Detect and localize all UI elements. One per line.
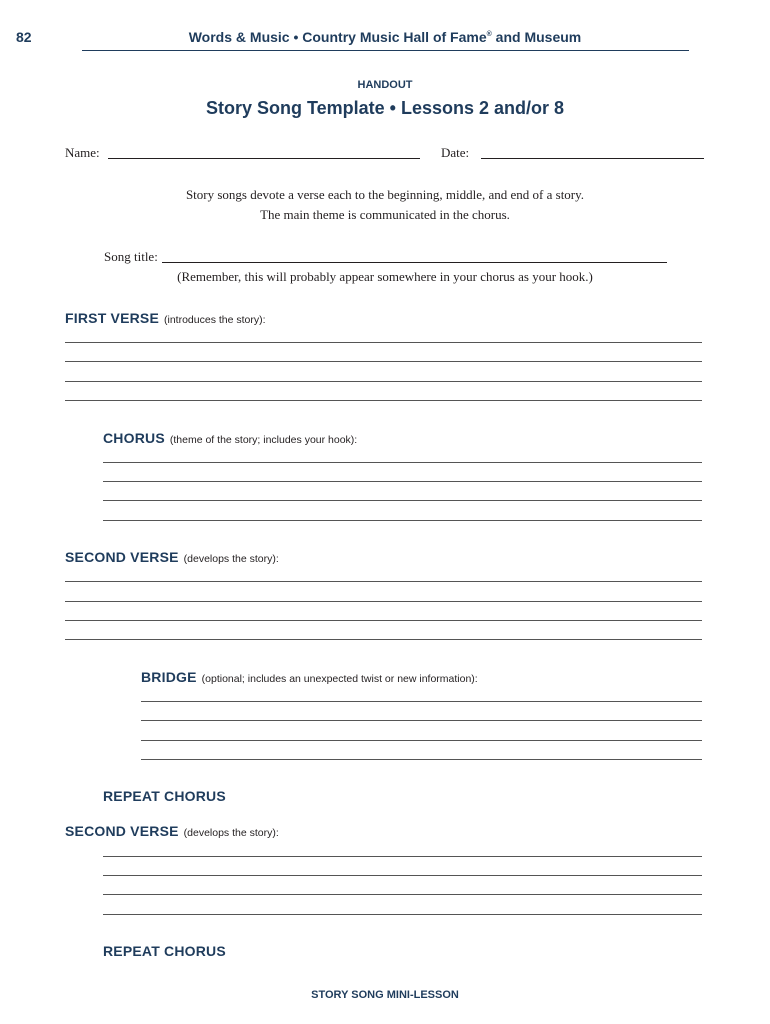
final-repeat-chorus-heading: REPEAT CHORUS — [103, 943, 226, 959]
header-rule — [82, 50, 689, 51]
chorus-line-2[interactable] — [103, 481, 702, 482]
bridge-line-2[interactable] — [141, 720, 702, 721]
first-verse-title: FIRST VERSE — [65, 310, 159, 326]
bridge-line-1[interactable] — [141, 701, 702, 702]
third-verse-title: SECOND VERSE — [65, 823, 179, 839]
second-verse-line-2[interactable] — [65, 601, 702, 602]
bridge-title: BRIDGE — [141, 669, 197, 685]
first-verse-line-1[interactable] — [65, 342, 702, 343]
first-verse-line-2[interactable] — [65, 361, 702, 362]
second-verse-line-1[interactable] — [65, 581, 702, 582]
handout-label: HANDOUT — [357, 79, 413, 91]
name-field[interactable] — [108, 158, 420, 159]
song-title-note: (Remember, this will probably appear somewhere in your chorus as your hook.) — [177, 269, 593, 284]
running-header-title: Words & Music • Country Music Hall of Fame — [188, 29, 487, 45]
chorus-desc: (theme of the story; includes your hook): — [169, 434, 358, 446]
third-verse-line-3[interactable] — [103, 894, 702, 895]
third-verse-desc: (develops the story): — [183, 827, 279, 839]
second-verse-heading — [65, 549, 279, 565]
page-title: Story Song Template • Lessons 2 and/or 8 — [205, 98, 565, 118]
page-footer: STORY SONG MINI-LESSON — [311, 989, 459, 1001]
chorus-heading — [103, 430, 357, 446]
running-header — [0, 29, 770, 45]
registered-mark: ® — [486, 31, 492, 38]
song-title-label: Song title: — [104, 249, 158, 264]
second-verse-title: SECOND VERSE — [65, 549, 179, 565]
second-verse-desc: (develops the story): — [183, 553, 279, 565]
chorus-line-3[interactable] — [103, 500, 702, 501]
intro-line-2: The main theme is communicated in the chorus. — [260, 207, 510, 222]
second-verse-line-3[interactable] — [65, 620, 702, 621]
name-label: Name: — [65, 145, 100, 160]
bridge-desc: (optional; includes an unexpected twist or new information): — [201, 673, 478, 685]
repeat-chorus-heading: REPEAT CHORUS — [103, 788, 226, 804]
second-verse-line-4[interactable] — [65, 639, 702, 640]
third-verse-line-1[interactable] — [103, 856, 702, 857]
running-header-title-end: and Museum — [491, 29, 582, 45]
first-verse-heading — [65, 310, 266, 326]
first-verse-line-3[interactable] — [65, 381, 702, 382]
page-number: 82 — [16, 29, 32, 45]
date-field[interactable] — [481, 158, 704, 159]
third-verse-line-4[interactable] — [103, 914, 702, 915]
first-verse-line-4[interactable] — [65, 400, 702, 401]
first-verse-desc: (introduces the story): — [164, 314, 266, 326]
bridge-heading — [141, 669, 478, 685]
bridge-line-4[interactable] — [141, 759, 702, 760]
third-verse-line-2[interactable] — [103, 875, 702, 876]
chorus-line-4[interactable] — [103, 520, 702, 521]
third-verse-heading — [65, 823, 279, 839]
intro-line-1: Story songs devote a verse each to the beginning, middle, and end of a story. — [185, 187, 585, 202]
date-label: Date: — [441, 145, 470, 160]
song-title-field[interactable] — [162, 262, 667, 263]
chorus-title: CHORUS — [103, 430, 165, 446]
chorus-line-1[interactable] — [103, 462, 702, 463]
bridge-line-3[interactable] — [141, 740, 702, 741]
